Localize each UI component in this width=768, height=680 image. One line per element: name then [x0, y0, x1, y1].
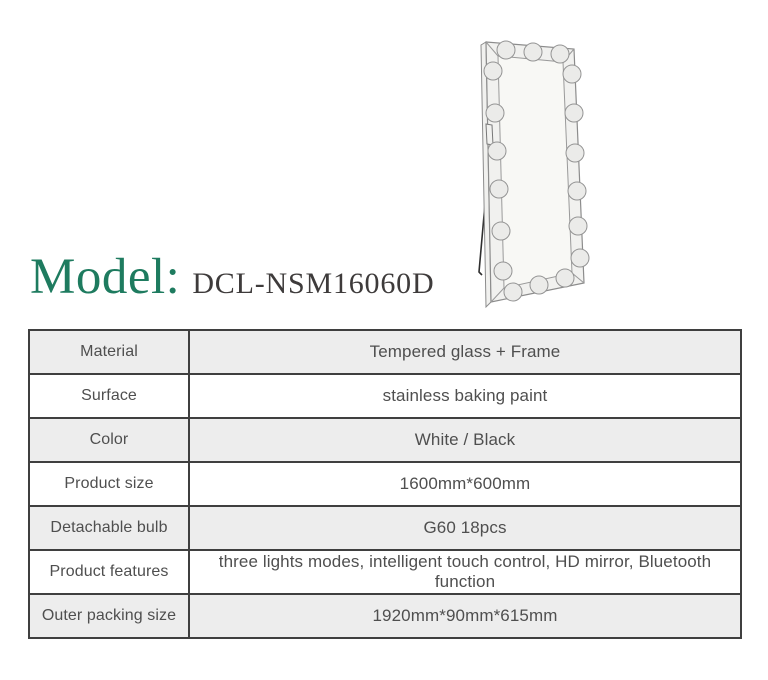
spec-label: Surface	[29, 374, 189, 418]
table-row-product-size	[29, 462, 741, 506]
table-row-outer-packing-size	[29, 594, 741, 638]
model-label: Model:	[30, 249, 181, 305]
product-image-mirror	[462, 26, 614, 318]
model-number: DCL-NSM16060D	[192, 267, 435, 300]
spec-value: G60 18pcs	[189, 506, 741, 550]
model-heading	[30, 249, 435, 305]
stand-hinge	[486, 124, 493, 145]
table-row-surface	[29, 374, 741, 418]
spec-label: Product size	[29, 462, 189, 506]
spec-table	[28, 329, 742, 639]
spec-label: Product features	[29, 550, 189, 594]
spec-value: White / Black	[189, 418, 741, 462]
spec-value: 1920mm*90mm*615mm	[189, 594, 741, 638]
spec-label: Color	[29, 418, 189, 462]
spec-label: Outer packing size	[29, 594, 189, 638]
table-row-color	[29, 418, 741, 462]
spec-value: three lights modes, intelligent touch control, HD mirror, Bluetooth function	[189, 550, 741, 594]
mirror-glass	[498, 56, 572, 288]
spec-value: 1600mm*600mm	[189, 462, 741, 506]
table-row-detachable-bulb	[29, 506, 741, 550]
spec-label: Detachable bulb	[29, 506, 189, 550]
mirror-illustration	[462, 26, 614, 318]
spec-value: stainless baking paint	[189, 374, 741, 418]
spec-value: Tempered glass + Frame	[189, 330, 741, 374]
table-row-material	[29, 330, 741, 374]
spec-label: Material	[29, 330, 189, 374]
table-row-product-features	[29, 550, 741, 594]
